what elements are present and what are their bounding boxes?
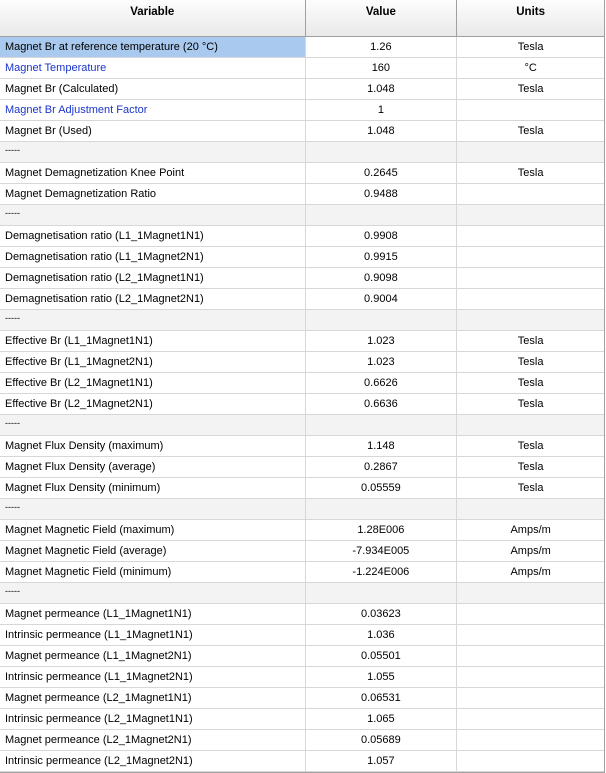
variable-cell[interactable]: Magnet Magnetic Field (maximum) [0, 520, 306, 540]
table-row[interactable] [0, 625, 604, 646]
variable-cell[interactable]: Magnet Magnetic Field (minimum) [0, 562, 306, 582]
value-cell[interactable]: 1 [306, 100, 458, 120]
units-cell[interactable] [457, 751, 604, 771]
units-cell[interactable] [457, 268, 604, 288]
value-cell[interactable]: 0.03623 [306, 604, 458, 624]
variable-cell[interactable]: ----- [0, 415, 306, 435]
value-cell[interactable]: 1.023 [306, 352, 458, 372]
value-cell[interactable]: 0.9915 [306, 247, 458, 267]
units-cell[interactable] [457, 289, 604, 309]
variable-cell[interactable]: Magnet Br (Calculated) [0, 79, 306, 99]
table-row[interactable] [0, 79, 604, 100]
column-header-variable[interactable]: Variable [0, 0, 306, 36]
units-cell[interactable]: Tesla [517, 167, 544, 179]
units-cell[interactable] [457, 583, 604, 603]
units-cell[interactable]: Tesla [517, 398, 544, 410]
table-row[interactable] [0, 688, 604, 709]
variable-cell[interactable]: Intrinsic permeance (L2_1Magnet2N1) [0, 751, 306, 771]
value-cell[interactable]: 0.9488 [306, 184, 458, 204]
variable-cell[interactable]: Magnet permeance (L2_1Magnet1N1) [0, 688, 306, 708]
value-cell[interactable]: 0.6636 [306, 394, 458, 414]
value-cell[interactable]: 1.26 [306, 37, 458, 57]
value-cell[interactable] [306, 142, 458, 162]
table-row[interactable] [0, 394, 604, 415]
units-cell[interactable] [457, 226, 604, 246]
value-cell[interactable]: 0.9004 [306, 289, 458, 309]
variable-cell[interactable]: Intrinsic permeance (L2_1Magnet1N1) [0, 709, 306, 729]
units-cell[interactable]: Tesla [517, 335, 544, 347]
separator-row[interactable] [0, 499, 604, 520]
units-cell[interactable]: Amps/m [510, 566, 551, 578]
value-cell[interactable]: 1.036 [306, 625, 458, 645]
separator-row[interactable] [0, 142, 604, 163]
units-cell[interactable] [457, 730, 604, 750]
value-cell[interactable]: -1.224E006 [306, 562, 458, 582]
value-cell[interactable] [306, 583, 458, 603]
units-cell[interactable] [457, 625, 604, 645]
value-cell[interactable]: 0.05689 [306, 730, 458, 750]
value-cell[interactable]: 1.055 [306, 667, 458, 687]
table-row[interactable] [0, 58, 604, 79]
variable-cell[interactable]: Magnet Demagnetization Knee Point [0, 163, 306, 183]
units-cell[interactable] [457, 310, 604, 330]
value-cell[interactable] [306, 205, 458, 225]
variable-cell[interactable]: Magnet Br at reference temperature (20 °C) [0, 37, 306, 57]
units-cell[interactable] [457, 247, 604, 267]
variable-cell[interactable]: Demagnetisation ratio (L1_1Magnet1N1) [0, 226, 306, 246]
variable-cell[interactable]: Demagnetisation ratio (L2_1Magnet2N1) [0, 289, 306, 309]
units-cell[interactable]: Amps/m [510, 545, 551, 557]
separator-row[interactable] [0, 583, 604, 604]
variable-cell[interactable]: ----- [0, 310, 306, 330]
units-cell[interactable] [457, 646, 604, 666]
value-cell[interactable]: 0.6626 [306, 373, 458, 393]
table-row[interactable] [0, 247, 604, 268]
units-cell[interactable] [457, 184, 604, 204]
value-cell[interactable]: 0.9908 [306, 226, 458, 246]
table-row[interactable] [0, 289, 604, 310]
units-cell[interactable] [457, 499, 604, 519]
table-row[interactable] [0, 751, 604, 772]
value-cell[interactable]: 160 [306, 58, 458, 78]
value-cell[interactable]: 1.023 [306, 331, 458, 351]
table-row[interactable] [0, 226, 604, 247]
units-cell[interactable] [457, 667, 604, 687]
table-row[interactable] [0, 37, 604, 58]
table-row[interactable] [0, 100, 604, 121]
variable-cell[interactable]: Magnet Flux Density (minimum) [0, 478, 306, 498]
value-cell[interactable]: 1.148 [306, 436, 458, 456]
variable-cell[interactable]: Magnet permeance (L1_1Magnet1N1) [0, 604, 306, 624]
table-row[interactable] [0, 436, 604, 457]
table-row[interactable] [0, 604, 604, 625]
variable-cell[interactable]: Effective Br (L2_1Magnet2N1) [0, 394, 306, 414]
value-cell[interactable]: 0.9098 [306, 268, 458, 288]
variable-cell[interactable]: ----- [0, 142, 306, 162]
units-cell[interactable]: °C [524, 62, 537, 74]
variable-cell[interactable]: Intrinsic permeance (L1_1Magnet2N1) [0, 667, 306, 687]
units-cell[interactable]: Tesla [517, 125, 544, 137]
variable-cell[interactable]: Effective Br (L1_1Magnet1N1) [0, 331, 306, 351]
variable-cell[interactable]: Magnet Br Adjustment Factor [0, 100, 306, 120]
value-cell[interactable]: 0.05501 [306, 646, 458, 666]
units-cell[interactable]: Tesla [517, 440, 544, 452]
variable-cell[interactable]: Magnet Demagnetization Ratio [0, 184, 306, 204]
grid-header [0, 0, 604, 37]
table-row[interactable] [0, 163, 604, 184]
units-cell[interactable] [457, 709, 604, 729]
variable-cell[interactable]: Magnet Flux Density (average) [0, 457, 306, 477]
value-cell[interactable]: 0.05559 [306, 478, 458, 498]
table-row[interactable] [0, 331, 604, 352]
table-row[interactable] [0, 646, 604, 667]
value-cell[interactable]: 0.2867 [306, 457, 458, 477]
column-header-units[interactable]: Units [516, 6, 545, 18]
units-cell[interactable] [457, 604, 604, 624]
table-row[interactable] [0, 121, 604, 142]
variable-cell[interactable]: ----- [0, 205, 306, 225]
variable-cell[interactable]: Magnet Flux Density (maximum) [0, 436, 306, 456]
table-row[interactable] [0, 520, 604, 541]
units-cell[interactable] [457, 415, 604, 435]
value-cell[interactable]: 0.06531 [306, 688, 458, 708]
variable-cell[interactable]: ----- [0, 499, 306, 519]
units-cell[interactable]: Amps/m [510, 524, 551, 536]
table-row[interactable] [0, 457, 604, 478]
units-cell[interactable]: Tesla [517, 83, 544, 95]
value-cell[interactable] [306, 310, 458, 330]
units-cell[interactable]: Tesla [517, 461, 544, 473]
variable-cell[interactable]: ----- [0, 583, 306, 603]
variable-cell[interactable]: Intrinsic permeance (L1_1Magnet1N1) [0, 625, 306, 645]
units-cell[interactable]: Tesla [517, 41, 544, 53]
variable-cell[interactable]: Effective Br (L1_1Magnet2N1) [0, 352, 306, 372]
variable-cell[interactable]: Magnet Magnetic Field (average) [0, 541, 306, 561]
table-row[interactable] [0, 478, 604, 499]
separator-row[interactable] [0, 205, 604, 226]
variable-cell[interactable]: Effective Br (L2_1Magnet1N1) [0, 373, 306, 393]
table-row[interactable] [0, 541, 604, 562]
units-cell[interactable]: Tesla [517, 482, 544, 494]
table-row[interactable] [0, 373, 604, 394]
table-row[interactable] [0, 562, 604, 583]
units-cell[interactable] [457, 142, 604, 162]
value-cell[interactable]: 1.048 [306, 79, 458, 99]
separator-row[interactable] [0, 415, 604, 436]
value-cell[interactable]: 1.057 [306, 751, 458, 771]
value-cell[interactable] [306, 499, 458, 519]
units-cell[interactable] [457, 688, 604, 708]
table-row[interactable] [0, 667, 604, 688]
variable-cell[interactable]: Magnet permeance (L1_1Magnet2N1) [0, 646, 306, 666]
table-row[interactable] [0, 268, 604, 289]
variable-cell[interactable]: Magnet Temperature [0, 58, 306, 78]
value-cell[interactable]: 0.2645 [306, 163, 458, 183]
variable-cell[interactable]: Demagnetisation ratio (L2_1Magnet1N1) [0, 268, 306, 288]
units-cell[interactable] [457, 205, 604, 225]
value-cell[interactable]: 1.048 [306, 121, 458, 141]
table-row[interactable] [0, 184, 604, 205]
grid-body [0, 37, 604, 772]
value-cell[interactable]: 1.065 [306, 709, 458, 729]
value-cell[interactable] [306, 415, 458, 435]
variable-cell[interactable]: Magnet Br (Used) [0, 121, 306, 141]
units-cell[interactable]: Tesla [517, 356, 544, 368]
variable-cell[interactable]: Demagnetisation ratio (L1_1Magnet2N1) [0, 247, 306, 267]
units-cell[interactable]: Tesla [517, 377, 544, 389]
table-row[interactable] [0, 352, 604, 373]
value-cell[interactable]: -7.934E005 [306, 541, 458, 561]
column-header-value[interactable]: Value [306, 0, 458, 36]
units-cell[interactable] [457, 100, 604, 120]
variable-cell[interactable]: Magnet permeance (L2_1Magnet2N1) [0, 730, 306, 750]
value-cell[interactable]: 1.28E006 [306, 520, 458, 540]
table-row[interactable] [0, 709, 604, 730]
table-row[interactable] [0, 730, 604, 751]
separator-row[interactable] [0, 310, 604, 331]
